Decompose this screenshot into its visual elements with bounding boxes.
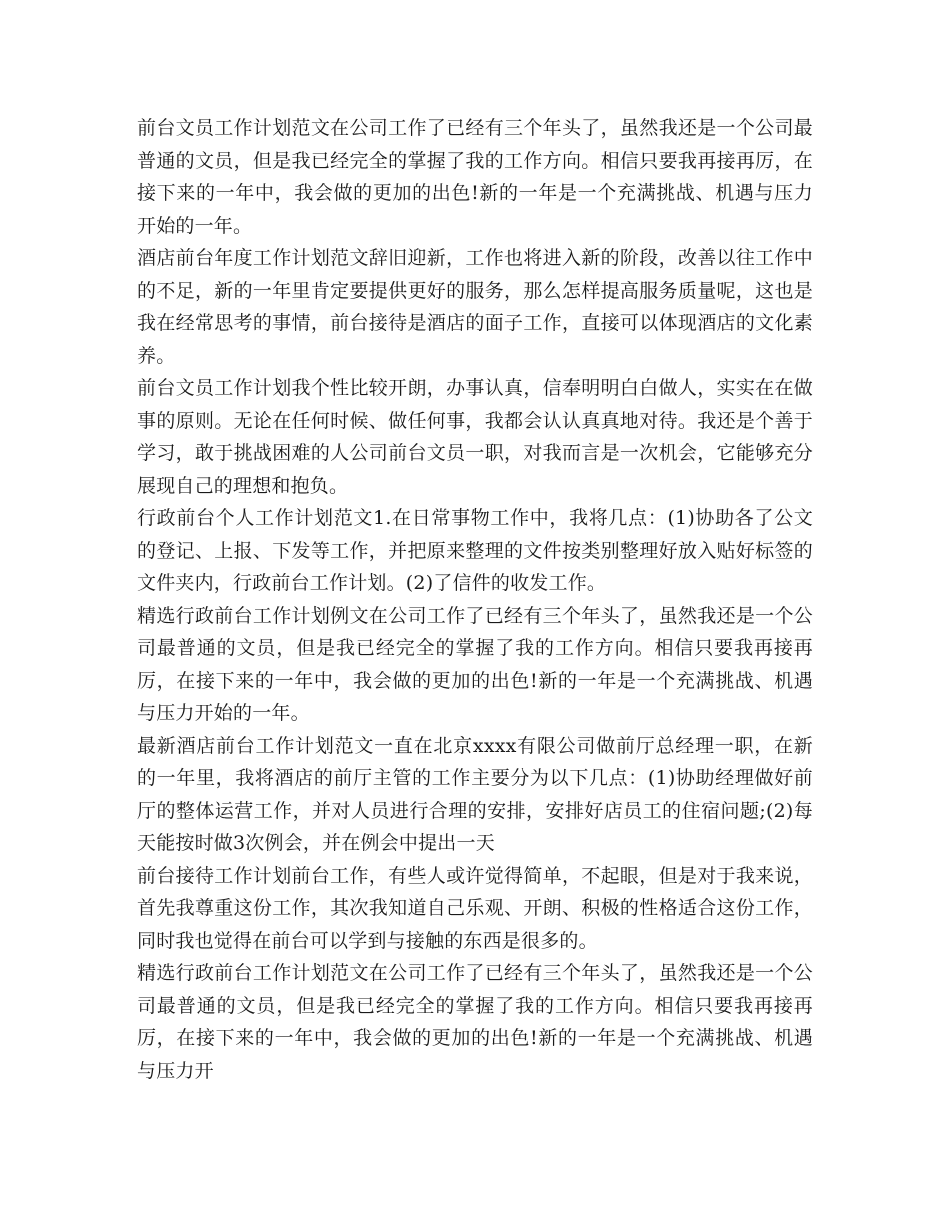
paragraph-8: 精选行政前台工作计划范文在公司工作了已经有三个年头了，虽然我还是一个公司最普通的文员，但是我已经完全的掌握了我的工作方向。相信只要我再接再厉，在接下来的一年中，我会做的更加的出色!新的一年是一个充满挑战、机遇与压力开 [137, 962, 813, 1082]
paragraph-6: 最新酒店前台工作计划范文一直在北京xxxx有限公司做前厅总经理一职，在新的一年里，我将酒店的前厅主管的工作主要分为以下几点：(1)协助经理做好前厅的整体运营工作，并对人员进行合理的安排，安排好店员工的住宿问题;(2)每天能按时做3次例会，并在例会中提出一天 [137, 734, 813, 854]
document-body [137, 112, 813, 1087]
paragraph-2: 酒店前台年度工作计划范文辞旧迎新，工作也将进入新的阶段，改善以往工作中的不足，新的一年里肯定要提供更好的服务，那么怎样提高服务质量呢，这也是我在经常思考的事情，前台接待是酒店的面子工作，直接可以体现酒店的文化素养。 [137, 247, 813, 367]
paragraph-5: 精选行政前台工作计划例文在公司工作了已经有三个年头了，虽然我还是一个公司最普通的文员，但是我已经完全的掌握了我的工作方向。相信只要我再接再厉，在接下来的一年中，我会做的更加的出色!新的一年是一个充满挑战、机遇与压力开始的一年。 [137, 604, 813, 724]
paragraph-4: 行政前台个人工作计划范文1.在日常事物工作中，我将几点：(1)协助各了公文的登记、上报、下发等工作，并把原来整理的文件按类别整理好放入贴好标签的文件夹内，行政前台工作计划。(2)了信件的收发工作。 [137, 507, 813, 594]
paragraph-3: 前台文员工作计划我个性比较开朗，办事认真，信奉明明白白做人，实实在在做事的原则。无论在任何时候、做任何事，我都会认认真真地对待。我还是个善于学习，敢于挑战困难的人公司前台文员一职，对我而言是一次机会，它能够充分展现自己的理想和抱负。 [137, 377, 813, 497]
paragraph-7: 前台接待工作计划前台工作，有些人或许觉得简单，不起眼，但是对于我来说，首先我尊重这份工作，其次我知道自己乐观、开朗、积极的性格适合这份工作，同时我也觉得在前台可以学到与接触的东西是很多的。 [137, 864, 813, 952]
paragraph-1: 前台文员工作计划范文在公司工作了已经有三个年头了，虽然我还是一个公司最普通的文员，但是我已经完全的掌握了我的工作方向。相信只要我再接再厉，在接下来的一年中，我会做的更加的出色!新的一年是一个充满挑战、机遇与压力开始的一年。 [137, 117, 813, 237]
